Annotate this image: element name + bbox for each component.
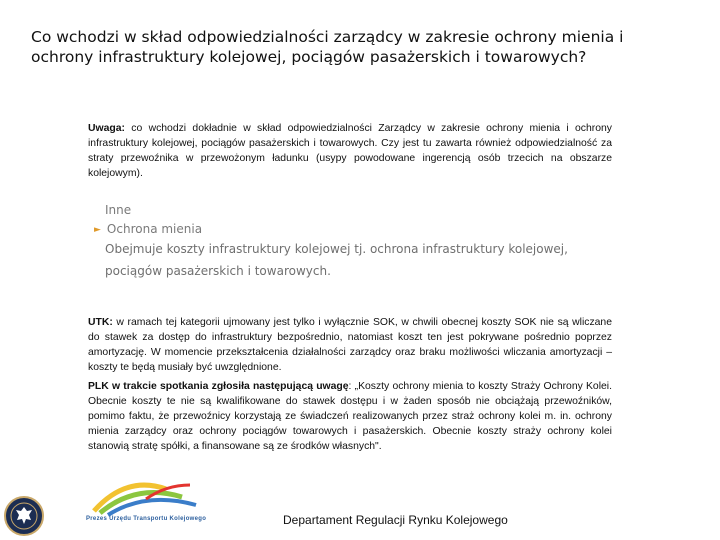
plk-text: : „Koszty ochrony mienia to koszty Straży Ochrony Kolei. Obecnie koszty te nie są kwalifikowane do stawek dostępu i w żaden sposób nie obciążają przewoźników, pomimo faktu, że przewoźnicy korzystają ze świadczeń realizowanych przez straż ochrony kolei m. in. ochrony mienia zarządcy oraz ochrony pociągów towarowych i pasażerskich. Obecnie koszty straży ochrony kolei stanowią stratę spółki, a finansowane są ze środków własnych". — [88, 381, 612, 452]
excerpt-bullet-label: Ochrona mienia — [106, 222, 203, 236]
plk-paragraph — [88, 379, 612, 454]
prk-logo-text: Prezes Urzędu Transportu Kolejowego — [86, 516, 207, 522]
plk-label: PLK w trakcie spotkania zgłosiła następującą uwagę — [88, 381, 349, 392]
utk-text: w ramach tej kategorii ujmowany jest tylko i wyłącznie SOK, w chwili obecnej koszty SOK nie są wliczane do stawek za dostęp do infrastruktury bezpośrednio, natomiast koszt ten jest pokrywane pośrednio poprzez amortyzację. W momencie przekształcenia działalności zarządcy oraz braku możliwości wliczania amortyzacji – koszty te będą musiały być uwzględnione. — [88, 317, 612, 373]
triangle-bullet-icon: ► — [94, 225, 101, 235]
excerpt-description: Obejmuje koszty infrastruktury kolejowej tj. ochrona infrastruktury kolejowej, pociągów pasażerskich i towarowych. — [105, 242, 568, 278]
utk-label: UTK: — [88, 317, 113, 328]
slide-title-line-2: ochrony infrastruktury kolejowej, pociągów pasażerskich i towarowych? — [31, 48, 587, 66]
note-paragraph — [88, 121, 612, 181]
note-label: Uwaga: — [88, 123, 125, 134]
slide-title-line-1: Co wchodzi w skład odpowiedzialności zarządcy w zakresie ochrony mienia i — [31, 28, 624, 46]
slide-title — [31, 27, 691, 67]
utk-paragraph — [88, 315, 612, 375]
excerpt-bullet-item — [94, 222, 202, 236]
excerpt-heading: Inne — [105, 203, 132, 217]
note-text: co wchodzi dokładnie w skład odpowiedzialności Zarządcy w zakresie ochrony mienia i ochrony infrastruktury kolejowej, pociągów pasażerskich i towarowych. Czy jest tu zawarta również odpowiedzialność za straty przewoźnika w przewożonym ładunku (usypy powodowane ingerencją osób trzecich na obszarze kolejowym). — [88, 123, 612, 179]
state-eagle-seal-icon — [4, 496, 44, 536]
footer-department: Departament Regulacji Rynku Kolejowego — [283, 513, 508, 527]
